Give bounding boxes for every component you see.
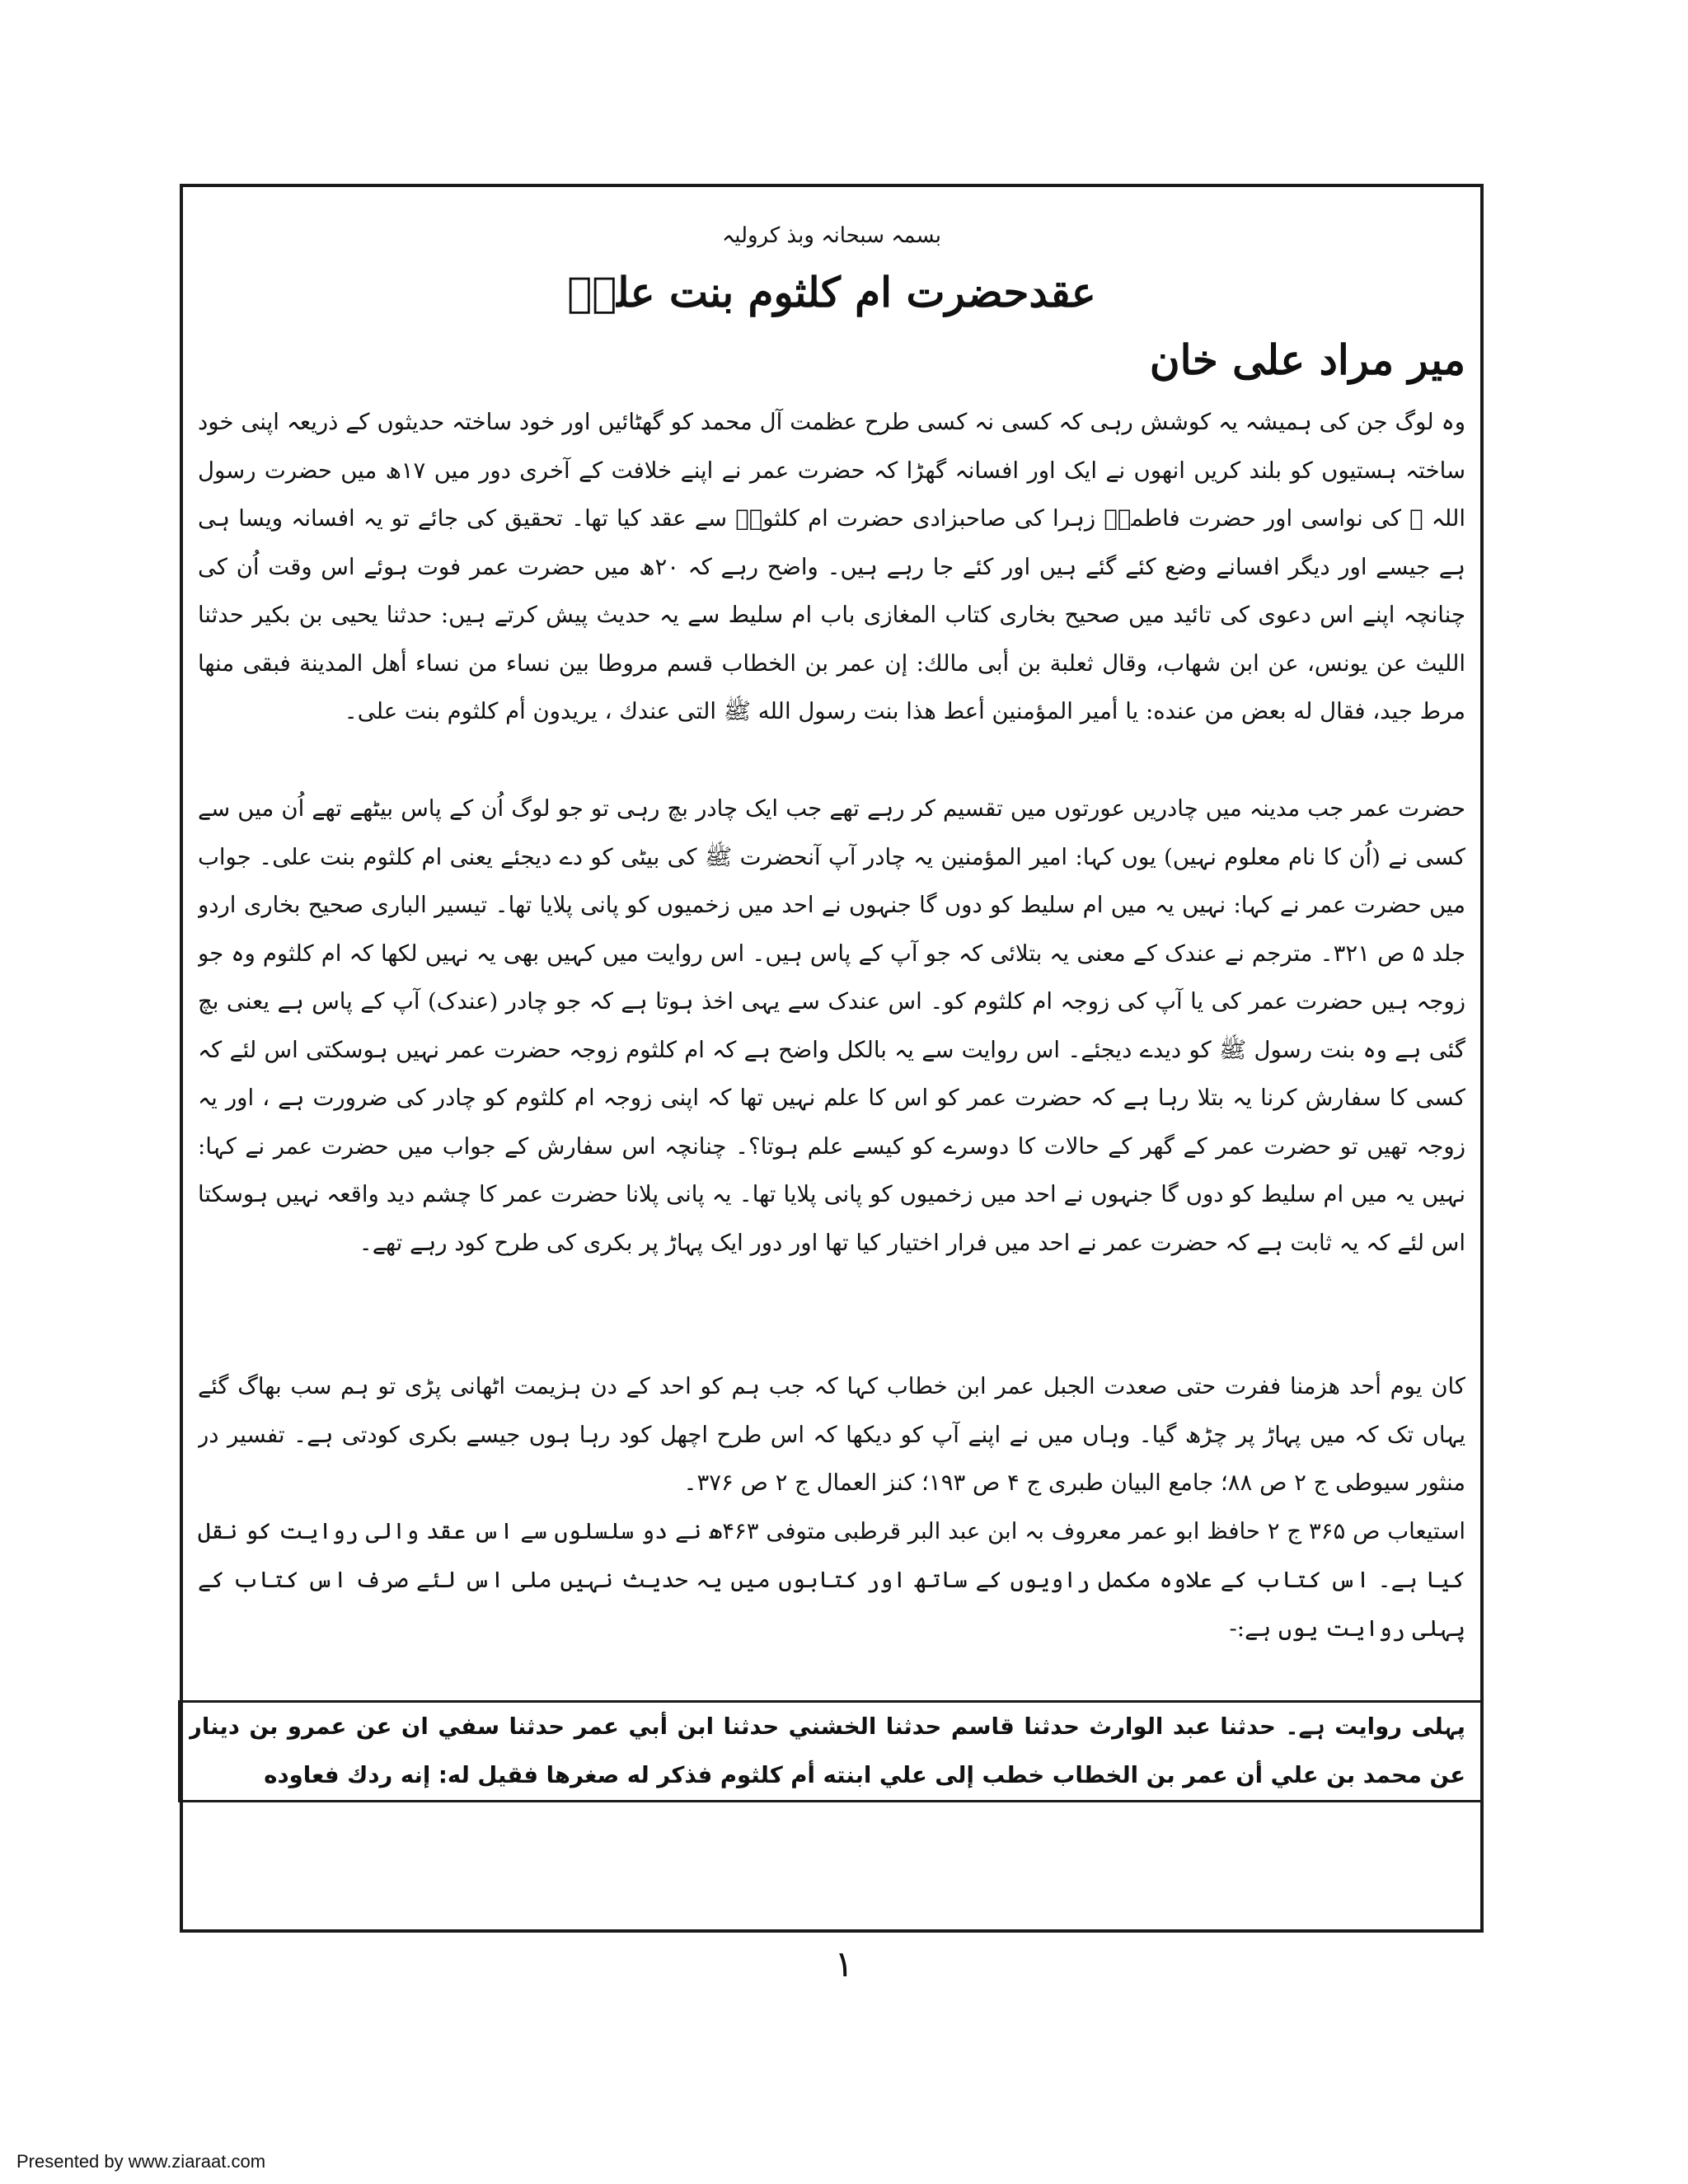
page-border <box>180 184 1484 1933</box>
bismillah-line: بسمہ سبحانہ وبذ کرولیہ <box>721 223 942 248</box>
quoted-narration-box <box>178 1700 1480 1802</box>
paragraph-3: حضرت عمر جب مدینہ میں چادریں عورتوں میں تقسیم کر رہے تھے جب ایک چادر بچ رہی تو جو لوگ اُن کے پاس بیٹھے تھے اُن میں سے کسی نے (اُن کا نام معلوم نہیں) یوں کہا: امیر المؤمنین یہ چادر آپ آنحضرت ﷺ کی بیٹی کو دے دیجئے یعنی ام کلثوم بنت علی۔ جواب میں حضرت عمر نے کہا: نہیں یہ میں ام سلیط کو دوں گا جنہوں نے احد میں زخمیوں کو پانی پلایا تھا۔ تیسیر الباری صحیح بخاری اردو جلد ۵ ص ۳۲۱۔ مترجم نے عندک کے معنی یہ بتلائی کہ جو آپ کے پاس ہیں۔ اس روایت میں کہیں بھی یہ نہیں لکھا کہ ام کلثوم وہ جو زوجہ ہیں حضرت عمر کی یا آپ کی زوجہ ام کلثوم کو۔ اس عندک سے یہی اخذ ہوتا ہے کہ جو چادر (عندک) آپ کے پاس ہے یعنی بچ گئی ہے وہ بنت رسول ﷺ کو دیدے دیجئے۔ اس روایت سے یہ بالکل واضح ہے کہ ام کلثوم زوجہ حضرت عمر نہیں ہوسکتی اس لئے کہ کسی کا سفارش کرنا یہ بتلا رہا ہے کہ حضرت عمر کو اس کا علم نہیں تھا کہ اپنی زوجہ ام کلثوم کو چادر کی ضرورت ہے ، اور یہ زوجہ تھیں تو حضرت عمر کے گھر کے حالات کا دوسرے کو کیسے علم ہوتا؟۔ چنانچہ اس سفارش کے جواب میں حضرت عمر نے کہا: نہیں یہ میں ام سلیط کو دوں گا جنہوں نے احد میں زخمیوں کو پانی پلایا تھا۔ یہ پانی پلانا حضرت عمر کا چشم دید واقعہ نہیں ہوسکتا اس لئے کہ یہ ثابت ہے کہ حضرت عمر نے احد میں فرار اختیار کیا تھا اور دور ایک پہاڑ پر بکری کی طرح کود رہے تھے۔ <box>198 795 1465 1256</box>
paragraph-4: كان يوم أحد هزمنا ففرت حتى صعدت الجبل عمر ابن خطاب کہا کہ جب ہم کو احد کے دن ہزیمت اٹھانی پڑی تو ہم سب بھاگ گئے یہاں تک کہ میں پہاڑ پر چڑھ گیا۔ وہاں میں نے اپنے آپ کو دیکھا کہ اس طرح اچھل کود رہا ہوں جیسے بکری کودتی ہے۔ تفسیر در منثور سیوطی ج ۲ ص ۸۸؛ جامع البیان طبری ج ۴ ص ۱۹۳؛ کنز العمال ج ۲ ص ۳۷۶۔ <box>198 1373 1465 1496</box>
document-title: عقدحضرت ام کلثوم بنت علیؑ <box>567 268 1096 316</box>
paragraph-5: استیعاب ص ۳۶۵ ج ۲ حافظ ابو عمر معروف بہ ابن عبد البر قرطبی متوفی ۴۶۳ھ نے دو سلسلوں سے اس عقد والی روایت کو نقل کیا ہے۔ اس کتاب کے علاوہ مکمل راویوں کے ساتھ اور کتابوں میں یہ حدیث نہیں ملی اس لئے صرف اس کتاب کے <box>198 1518 1465 1593</box>
page-number: ۱ <box>834 1943 854 1985</box>
paragraph-1: وہ لوگ جن کی ہمیشہ یہ کوشش رہی کہ کسی نہ کسی طرح عظمت آل محمد کو گھٹائیں اور خود ساختہ حدیثوں کے ذریعہ اپنی خود ساختہ ہستیوں کو بلند کریں انھوں نے ایک اور افسانہ گھڑا کہ حضرت عمر نے اپنے خلافت کے آخری دور میں ۱۷ھ میں حضرت رسول اللہ ﷺ کی نواسی اور حضرت فاطمہؑ زہرا کی صاحبزادی حضرت ام کلثومؑ سے عقد کیا تھا۔ تحقیق کی جائے تو یہ افسانہ ویسا ہی ہے جیسے اور دیگر افسانے وضع کئے گئے ہیں اور کئے جا رہے ہیں۔ واضح رہے کہ ۲۰ھ میں حضرت عمر فوت ہوئے اس وقت اُن کی <box>198 409 1465 580</box>
paragraph-6: پہلی روایت یوں ہے:- <box>1229 1615 1465 1642</box>
document-body <box>183 187 1480 1929</box>
paragraph-2: چنانچہ اپنے اس دعوی کی تائید میں صحیح بخاری کتاب المغازی باب ام سلیط سے یہ حدیث پیش کرتے ہیں: حدثنا يحيى بن بكير حدثنا الليث عن يونس، عن ابن شهاب، وقال ثعلبة بن أبى مالك: إن عمر بن الخطاب قسم مروطا بين نساء من نساء أهل المدينة فبقى منها مرط جيد، فقال له بعض من عنده: يا أمير المؤمنين أعط هذا بنت رسول الله ﷺ التى عندك ، يريدون أم كلثوم بنت على۔ <box>198 602 1465 724</box>
author-name: میر مراد علی خان <box>1149 335 1465 384</box>
paragraph-7: پہلی روایت ہے۔ حدثنا عبد الوارث حدثنا قاسم حدثنا الخشني حدثنا ابن أبي عمر حدثنا سفي ان عن عمرو بن دينار عن محمد بن علي أن عمر بن الخطاب خطب إلى علي ابنته أم كلثوم فذكر له صغرها فقيل له: إنه ردك فعاوده <box>189 1713 1465 1788</box>
footer-credit: Presented by www.ziaraat.com <box>16 2151 266 2172</box>
